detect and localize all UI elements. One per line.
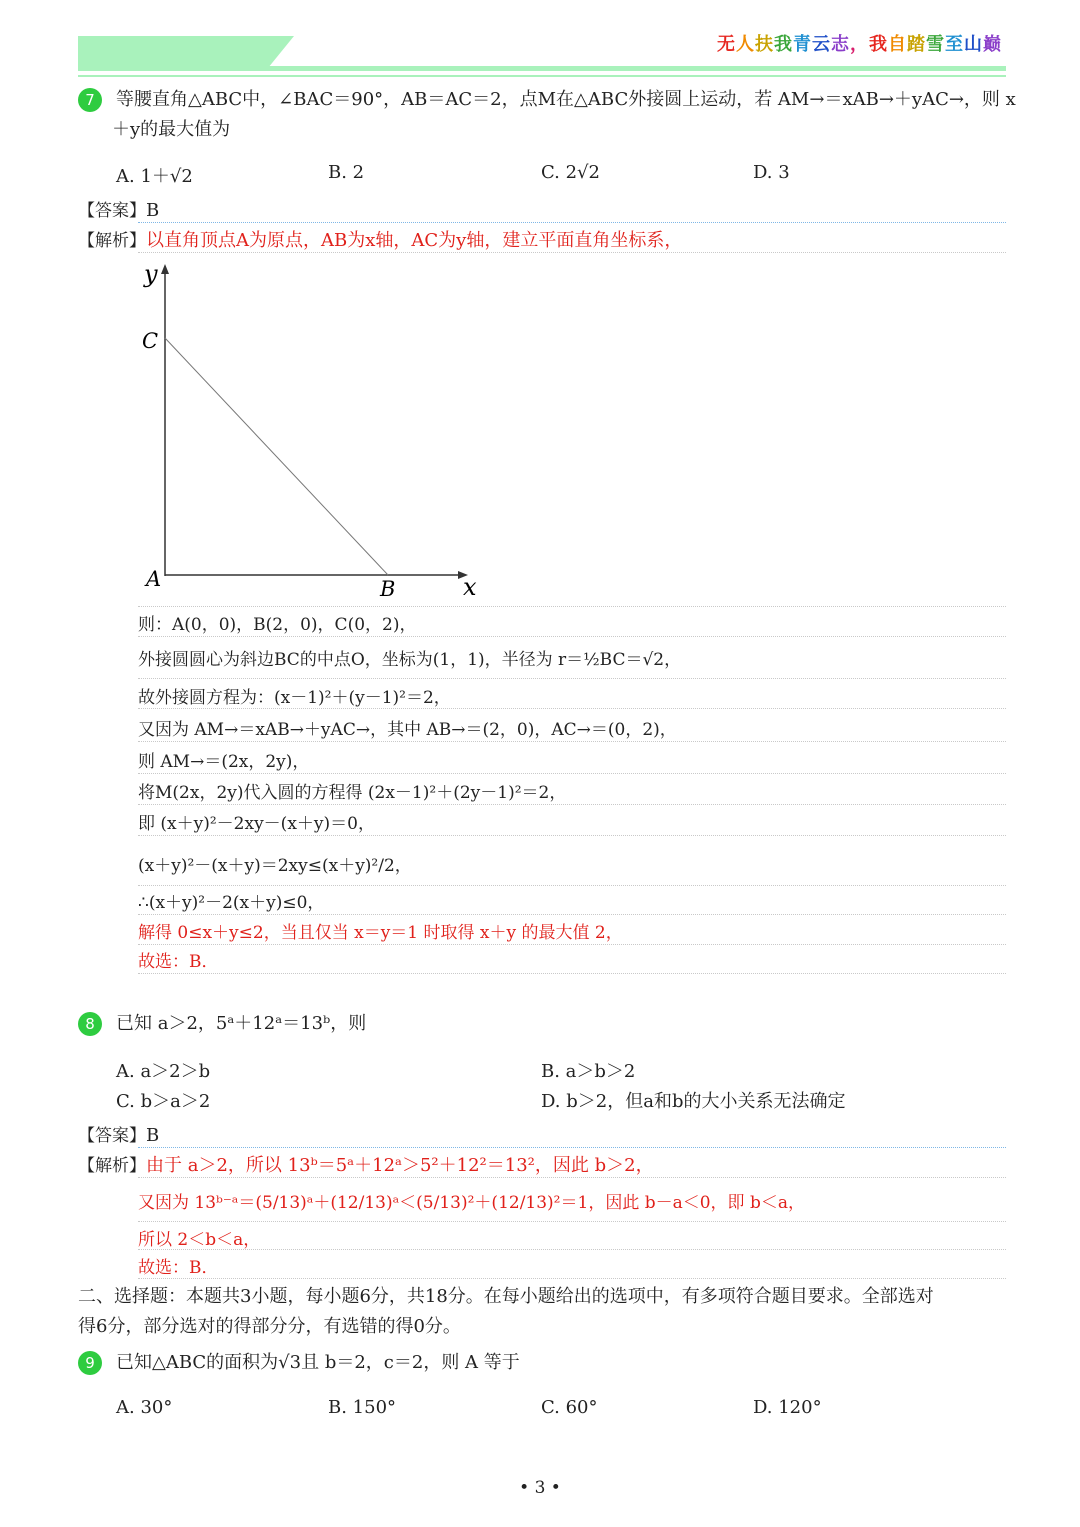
q7-number-badge: 7 xyxy=(78,88,102,112)
q7-option-a: A. 1＋√2 xyxy=(116,166,193,187)
q8-number-badge: 8 xyxy=(78,1012,102,1036)
q9-stem: 9 已知△ABC的面积为√3且 b＝2，c＝2，则 A 等于 xyxy=(78,1348,520,1378)
q8-rule xyxy=(138,1221,1006,1222)
q8-stem: 8 已知 a＞2，5ᵃ＋12ᵃ＝13ᵇ，则 xyxy=(78,1009,366,1039)
q8-step-3: 所以 2＜b＜a， xyxy=(138,1230,261,1250)
q7-rule xyxy=(138,835,1006,836)
q7-rule xyxy=(138,708,1006,709)
q8-rule xyxy=(138,1177,1006,1178)
x-axis-label: x xyxy=(463,573,477,601)
q7-rule xyxy=(138,741,1006,742)
q7-step-2: 外接圆圆心为斜边BC的中点O，坐标为(1，1)，半径为 r＝½BC＝√2， xyxy=(138,650,682,670)
header-band xyxy=(78,66,1006,71)
header-tab-slant xyxy=(268,36,294,68)
q7-step-8: (x＋y)²－(x＋y)＝2xy≤(x＋y)²/2， xyxy=(138,856,412,876)
header-line xyxy=(78,75,1006,77)
q7-rule xyxy=(138,885,1006,886)
q8-option-d: D. b＞2，但a和b的大小关系无法确定 xyxy=(541,1091,846,1112)
q7-intro-rule xyxy=(138,252,1006,253)
q7-step-4: 又因为 AM→＝xAB→＋yAC→，其中 AB→＝(2，0)，AC→＝(0，2)， xyxy=(138,720,677,740)
q8-step-2: 又因为 13ᵇ⁻ᵃ＝(5/13)ᵃ＋(12/13)ᵃ＜(5/13)²＋(12/13)²＝1，因此 b－a＜0，即 b＜a， xyxy=(138,1193,805,1213)
q7-step-1: 则：A(0，0)，B(2，0)，C(0，2)， xyxy=(138,615,417,635)
q7-option-c: C. 2√2 xyxy=(541,162,600,183)
q7-rule xyxy=(138,678,1006,679)
section2-instructions-line1: 二、选择题：本题共3小题，每小题6分，共18分。在每小题给出的选项中，有多项符合题目要求。全部选对 xyxy=(78,1286,934,1307)
hypotenuse-bc xyxy=(165,338,388,575)
point-c-label: C xyxy=(142,329,159,353)
q7-step-6: 将M(2x，2y)代入圆的方程得 (2x－1)²＋(2y－1)²＝2， xyxy=(138,783,567,803)
q8-option-c: C. b＞a＞2 xyxy=(116,1091,211,1112)
q7-rule xyxy=(138,914,1006,915)
page-number: • 3 • xyxy=(519,1478,561,1498)
q7-step-3: 故外接圆方程为：(x－1)²＋(y－1)²＝2， xyxy=(138,688,451,708)
q8-answer: 【答案】B xyxy=(78,1125,160,1146)
q9-option-d: D. 120° xyxy=(753,1397,822,1418)
q8-step-4: 故选：B． xyxy=(138,1258,219,1278)
q7-step-7: 即 (x＋y)²－2xy－(x＋y)＝0， xyxy=(138,814,375,834)
q7-rule xyxy=(138,973,1006,974)
q7-rule xyxy=(138,773,1006,774)
q8-option-a: A. a＞2＞b xyxy=(116,1061,211,1082)
q7-option-d: D. 3 xyxy=(753,162,790,183)
q8-analysis-1: 【解析】由于 a＞2，所以 13ᵇ＝5ᵃ＋12ᵃ＞5²＋12²＝13²，因此 b＞2， xyxy=(78,1155,654,1176)
q7-step-10: 解得 0≤x＋y≤2，当且仅当 x＝y＝1 时取得 x＋y 的最大值 2， xyxy=(138,923,623,943)
q7-rule xyxy=(138,944,1006,945)
q8-rule xyxy=(138,1278,1006,1279)
q9-option-a: A. 30° xyxy=(116,1397,173,1418)
q7-stem-line2: ＋y的最大值为 xyxy=(112,119,231,140)
section2-instructions-line2: 得6分，部分选对的得部分分，有选错的得0分。 xyxy=(78,1316,461,1337)
q8-option-b: B. a＞b＞2 xyxy=(541,1061,636,1082)
q7-rule xyxy=(138,636,1006,637)
q7-step-5: 则 AM→＝(2x，2y)， xyxy=(138,752,310,772)
q7-answer-rule xyxy=(138,222,1006,223)
q7-answer: 【答案】B xyxy=(78,200,160,221)
q7-step-9: ∴(x＋y)²－2(x＋y)≤0， xyxy=(138,893,325,913)
y-axis-arrow xyxy=(161,264,169,274)
point-a-label: A xyxy=(146,567,162,591)
y-axis-label: y xyxy=(144,260,158,288)
q7-coordinate-figure xyxy=(130,258,500,603)
q7-option-b: B. 2 xyxy=(328,162,365,183)
q7-stem-line1: 7 等腰直角△ABC中，∠BAC＝90°，AB＝AC＝2，点M在△ABC外接圆上运动，若 AM→＝xAB→＋yAC→，则 x xyxy=(78,85,1016,115)
q7-rule xyxy=(138,606,1006,607)
q7-analysis-intro: 【解析】以直角顶点A为原点，AB为x轴，AC为y轴，建立平面直角坐标系， xyxy=(78,230,683,251)
q9-option-b: B. 150° xyxy=(328,1397,397,1418)
header-motto: 无人扶我青云志，我自踏雪至山巅 xyxy=(717,34,1002,55)
point-b-label: B xyxy=(380,577,396,601)
header-tab xyxy=(78,36,268,68)
q8-answer-rule xyxy=(138,1147,1006,1148)
q9-option-c: C. 60° xyxy=(541,1397,598,1418)
q9-number-badge: 9 xyxy=(78,1351,102,1375)
q7-step-11: 故选：B． xyxy=(138,952,219,972)
q8-rule xyxy=(138,1249,1006,1250)
q7-rule xyxy=(138,804,1006,805)
